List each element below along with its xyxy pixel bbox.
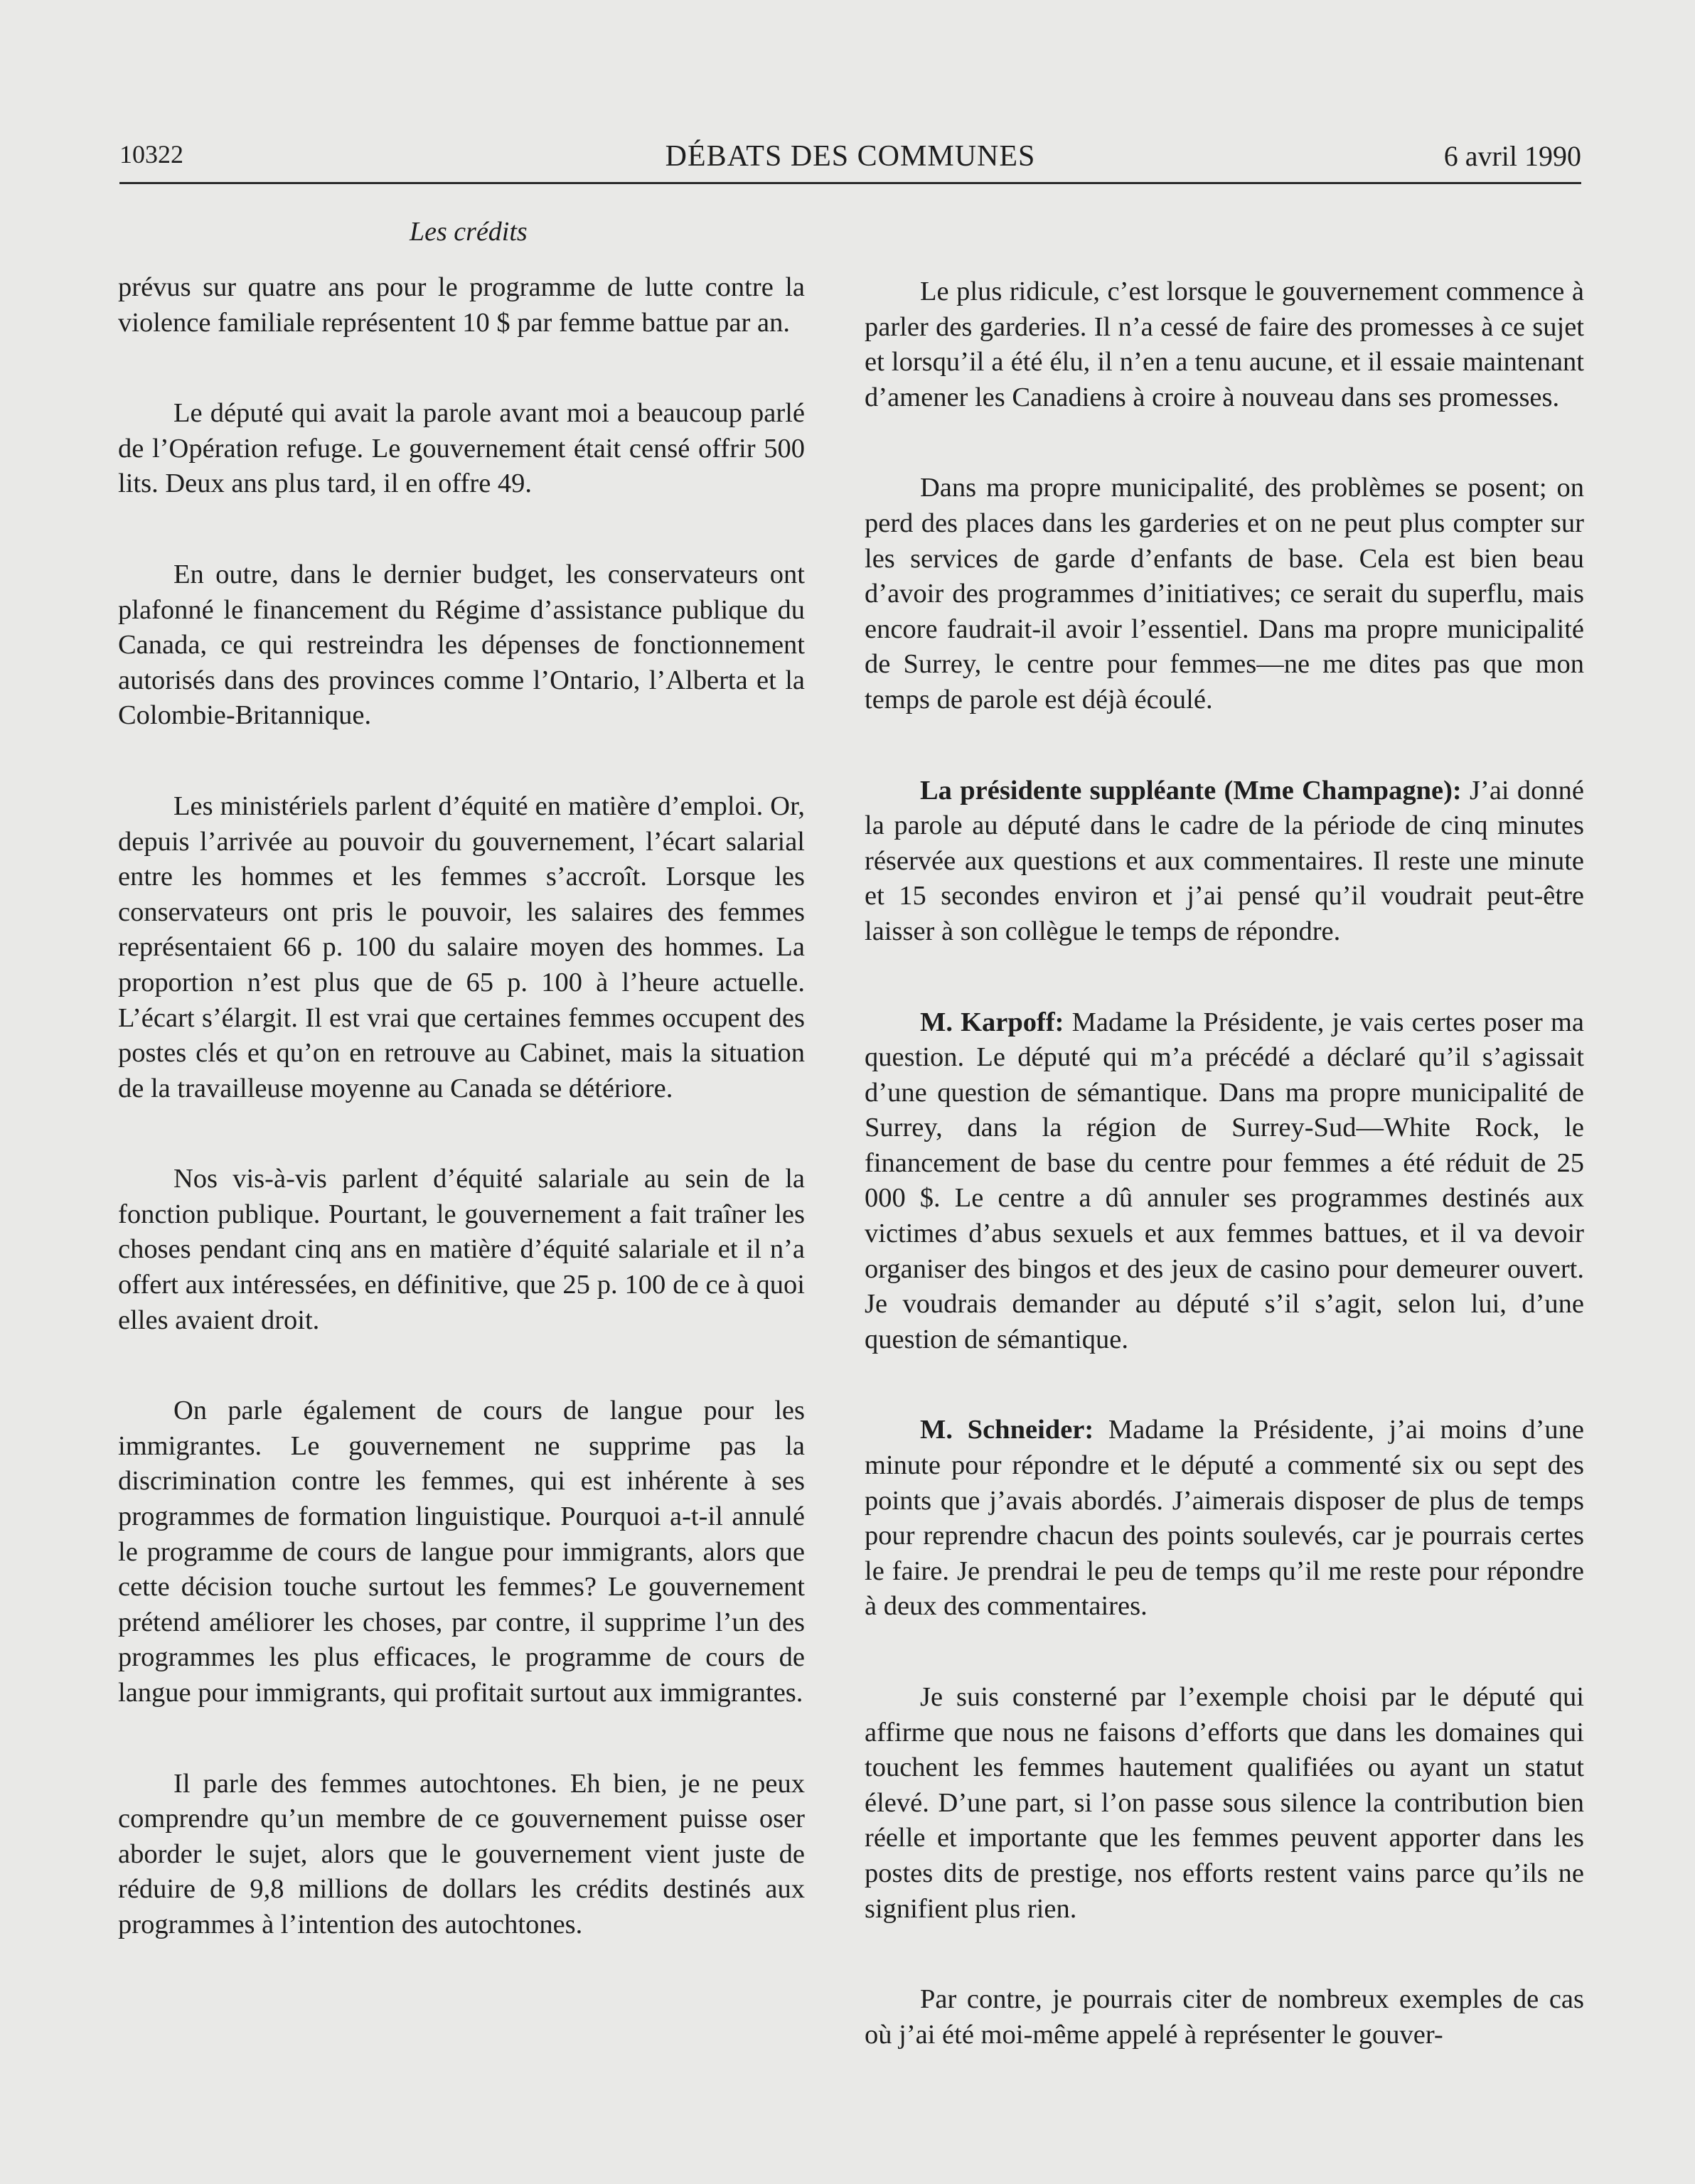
paragraph (865, 1680, 1584, 1927)
paragraph (865, 1982, 1584, 2052)
speaker-name: La présidente suppléante (Mme Champagne): (920, 775, 1462, 805)
speech (865, 1005, 1584, 1358)
paragraph: prévus sur quatre ans pour le programme de lutte contre la violence familiale représentent 10 $ par femme battue par an. (118, 272, 805, 338)
speech-text: Madame la Présidente, je vais certes poser ma question. Le député qui m’a précédé a déclaré qu’il s’agissait d’une question de sémantique. Dans ma propre municipalité de Surrey, dans la région de Surrey-Sud—White Rock, le financement de base du centre pour femmes a été réduit de 25 000 $. Le centre a dû annuler ses programmes destinés aux victimes d’abus sexuels et aux femmes battues, et il va devoir organiser des bingos et des jeux de casino pour demeurer ouvert. Je voudrais demander au député s’il s’agit, selon lui, d’une question de sémantique. (865, 1007, 1585, 1354)
paragraph-text: Dans ma propre municipalité, des problèmes se posent; on perd des places dans les garderies et on ne peut plus compter sur les services de garde d’enfants de base. Cela est bien beau d’avoir des programmes d’initiatives; ce serait du superflu, mais encore faudrait-il avoir l’essentiel. Dans ma propre municipalité de Surrey, le centre pour femmes—ne me dites pas que mon temps de parole est déjà écoulé. (865, 473, 1584, 714)
left-column (118, 270, 805, 1998)
publication-date: 6 avril 1990 (1443, 140, 1581, 172)
paragraph (865, 471, 1584, 717)
paragraph: On parle également de cours de langue pour les immigrantes. Le gouvernement ne supprime pas la discrimination contre les femmes, qui est inhérente à ses programmes de formation linguistique. Pourquoi a-t-il annulé le programme de cours de langue pour immigrants, alors que cette décision touche surtout les femmes? Le gouvernement prétend améliorer les choses, par contre, il supprime l’un des programmes les plus efficaces, le programme de cours de langue pour immigrants, qui profitait surtout aux immigrantes. (118, 1396, 805, 1708)
page-header (119, 139, 1581, 184)
paragraph: Nos vis-à-vis parlent d’équité salariale au sein de la fonction publique. Pourtant, le gouvernement a fait traîner les choses pendant cinq ans en matière d’équité salariale et il n’a offert aux intéressées, en définitive, que 25 p. 100 de ce à quoi elles avaient droit. (118, 1164, 805, 1335)
paragraph: En outre, dans le dernier budget, les conservateurs ont plafonné le financement du Régime d’assistance publique du Canada, ce qui restreindra les dépenses de fonctionnement autorisés dans des provinces comme l’Ontario, l’Alberta et la Colombie-Britannique. (118, 559, 805, 731)
paragraph-text: Par contre, je pourrais citer de nombreux exemples de cas où j’ai été moi-même appelé à représenter le gouver- (865, 1984, 1584, 2050)
paragraph: Le député qui avait la parole avant moi a beaucoup parlé de l’Opération refuge. Le gouvernement était censé offrir 500 lits. Deux ans plus tard, il en offre 49. (118, 398, 805, 499)
page-number: 10322 (119, 140, 183, 168)
speaker-name: M. Schneider: (920, 1415, 1094, 1445)
right-column (865, 274, 1584, 2108)
section-label: Les crédits (410, 217, 528, 247)
paragraph (865, 274, 1584, 415)
paragraph: Les ministériels parlent d’équité en matière d’emploi. Or, depuis l’arrivée au pouvoir du gouvernement, l’écart salarial entre les hommes et les femmes s’accroît. Lorsque les conservateurs ont pris le pouvoir, les salaires des femmes représentaient 66 p. 100 du salaire moyen des hommes. La proportion n’est plus que de 65 p. 100 à l’heure actuelle. L’écart s’élargit. Il est vrai que certaines femmes occupent des postes clés et qu’on en retrouve au Cabinet, mais la situation de la travailleuse moyenne au Canada se détériore. (118, 791, 805, 1103)
paragraph: Il parle des femmes autochtones. Eh bien, je ne peux comprendre qu’un membre de ce gouvernement puisse oser aborder le sujet, alors que le gouvernement vient juste de réduire de 9,8 millions de dollars les crédits destinés aux programmes à l’intention des autochtones. (118, 1768, 805, 1939)
speaker-name: M. Karpoff: (920, 1007, 1064, 1037)
speech-text: J’ai donné la parole au député dans le cadre de la période de cinq minutes réservée aux questions et aux commentaires. Il reste une minute et 15 secondes environ et j’ai pensé qu’il voudrait peut-être laisser à son collègue le temps de répondre. (865, 775, 1585, 946)
speech-text: Madame la Présidente, j’ai moins d’une minute pour répondre et le député a commenté six ou sept des points que j’avais abordés. J’aimerais disposer de plus de temps pour reprendre chacun des points soulevés, car je pourrais certes le faire. Je prendrai le peu de temps qu’il me reste pour répondre à deux des commentaires. (865, 1415, 1584, 1622)
paragraph-text: Je suis consterné par l’exemple choisi par le député qui affirme que nous ne faisons d’efforts que dans les domaines qui touchent les femmes hautement qualifiées ou ayant un statut élevé. D’une part, si l’on passe sous silence la contribution bien réelle et importante que les femmes peuvent apporter dans les postes dits de prestige, nos efforts restent vains parce qu’ils ne signifient plus rien. (865, 1682, 1584, 1924)
speech (865, 774, 1584, 950)
paragraph-text: Le plus ridicule, c’est lorsque le gouvernement commence à parler des garderies. Il n’a cessé de faire des promesses à ce sujet et lorsqu’il a été élu, il n’en a tenu aucune, et il essaie maintenant d’amener les Canadiens à croire à nouveau dans ses promesses. (865, 277, 1584, 412)
publication-title: DÉBATS DES COMMUNES (665, 140, 1036, 173)
speech (865, 1413, 1584, 1624)
